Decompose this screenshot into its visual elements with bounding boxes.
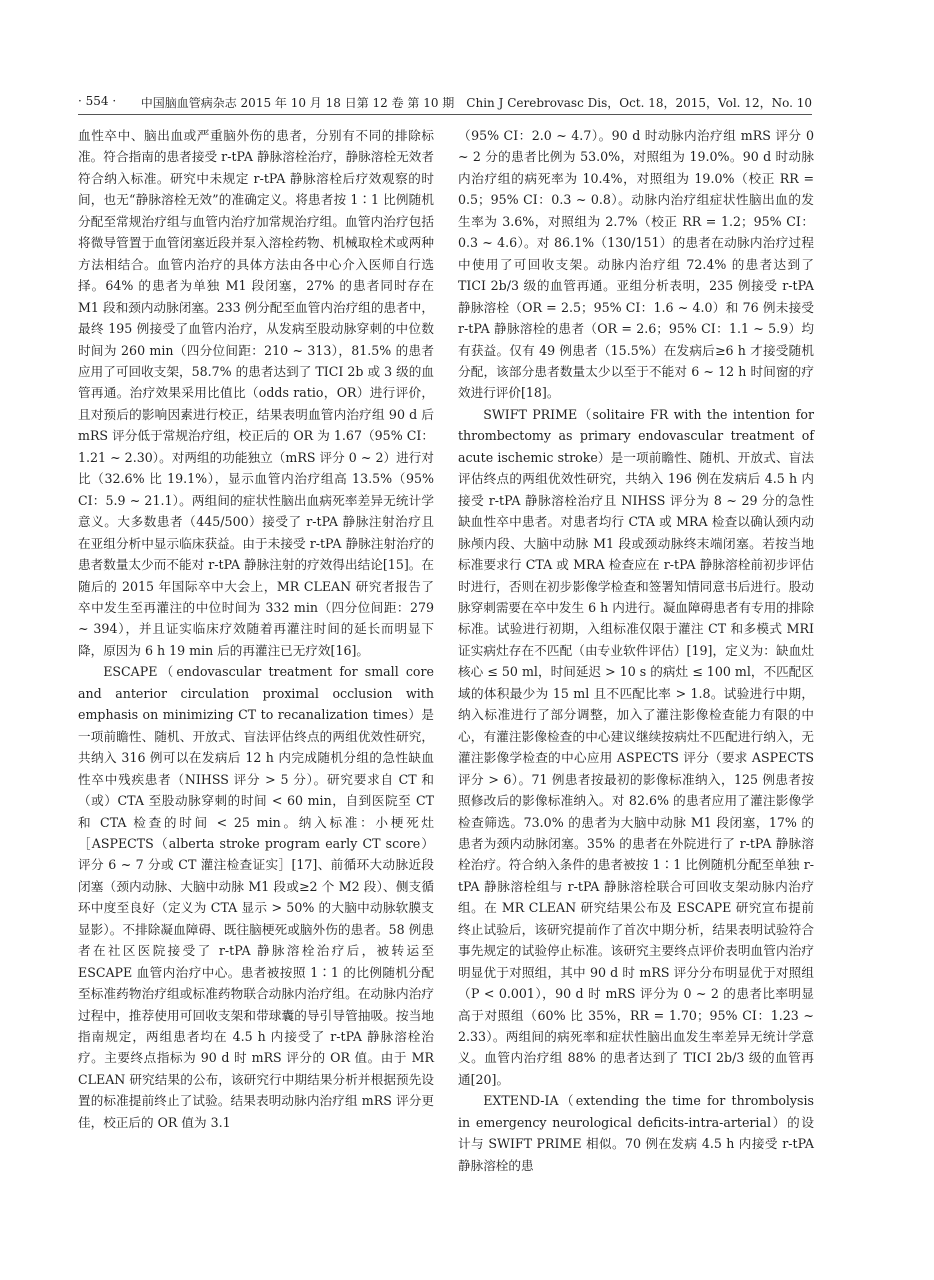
journal-citation: 中国脑血管病杂志 2015 年 10 月 18 日第 12 卷 第 10 期 Chin J Cerebrovasc Dis，Oct. 18，2015，Vol. 12，No. 10: [140, 96, 812, 110]
paragraph: EXTEND-IA（extending the time for thrombolysis in emergency neurological deficits-intra-arterial）的设计与 SWIFT PRIME 相似。70 例在发病 4.5 h 内接受 r-tPA 静脉溶栓的患: [458, 1093, 814, 1173]
left-column: [78, 125, 434, 1133]
right-column: [458, 125, 814, 1176]
paragraph: ESCAPE（endovascular treatment for small core and anterior circulation proximal occlusion with emphasis on minimizing CT to recanalization times）是一项前瞻性、随机、开放式、盲法评估终点的两组优效性研究，共纳入 316 例可以在发病后 12 h 内完成随机分组的急性缺血性卒中残疾患者（NIHSS 评分 > 5 分）。研究要求自 CT 和（或）CTA 至股动脉穿刺的时间 < 60 min，自到医院至 CT 和 CTA 检查的时间 < 25 min。纳入标准：小梗死灶［ASPECTS（alberta stroke program early CT score）评分 6 ~ 7 分或 CT 灌注检查证实］[17]、前循环大动脉近段闭塞（颈内动脉、大脑中动脉 M1 段或≥2 个 M2 段）、侧支循环中度至良好（定义为 CTA 显示 > 50% 的大脑中动脉软膜支显影）。不排除凝血障碍、既往脑梗死或脑外伤的患者。58 例患者在社区医院接受了 r-tPA 静脉溶栓治疗后，被转运至 ESCAPE 血管内治疗中心。患者被按照 1∶1 的比例随机分配至标准药物治疗组或标准药物联合动脉内治疗组。在动脉内治疗过程中，推荐使用可回收支架和带球囊的导引导管抽吸。按当地指南规定，两组患者均在 4.5 h 内接受了 r-tPA 静脉溶栓治疗。主要终点指标为 90 d 时 mRS 评分的 OR 值。由于 MR CLEAN 研究结果的公布，该研究行中期结果分析并根据预先设置的标准提前终止了试验。结果表明动脉内治疗组 mRS 评分更佳，校正后的 OR 值为 3.1: [78, 664, 434, 1130]
paragraph: 血性卒中、脑出血或严重脑外伤的患者，分别有不同的排除标准。符合指南的患者接受 r-tPA 静脉溶栓治疗，静脉溶栓无效者符合纳入标准。研究中未规定 r-tPA 静脉溶栓后疗效观察的时间，也无“静脉溶栓无效”的准确定义。将患者按 1∶1 比例随机分配至常规治疗组与血管内治疗加常规治疗组。血管内治疗包括将微导管置于血管闭塞近段并泵入溶栓药物、机械取栓术或两种方法相结合。血管内治疗的具体方法由各中心介入医师自行选择。64% 的患者为单独 M1 段闭塞，27% 的患者同时存在 M1 段和颈内动脉闭塞。233 例分配至血管内治疗组的患者中，最终 195 例接受了血管内治疗，从发病至股动脉穿刺的中位数时间为 260 min（四分位间距：210 ~ 313），81.5% 的患者应用了可回收支架，58.7% 的患者达到了 TICI 2b 或 3 级的血管再通。治疗效果采用比值比（odds ratio，OR）进行评价，且对预后的影响因素进行校正，结果表明血管内治疗组 90 d 后 mRS 评分低于常规治疗组，校正后的 OR 为 1.67（95% CI：1.21 ~ 2.30）。对两组的功能独立（mRS 评分 0 ~ 2）进行对比（32.6% 比 19.1%），显示血管内治疗组高 13.5%（95% CI：5.9 ~ 21.1）。两组间的症状性脑出血病死率差异无统计学意义。大多数患者（445/500）接受了 r-tPA 静脉注射治疗且在亚组分析中显示临床获益。由于未接受 r-tPA 静脉注射治疗的患者数量太少而不能对 r-tPA 静脉注射的疗效得出结论[15]。在随后的 2015 年国际卒中大会上，MR CLEAN 研究者报告了卒中发生至再灌注的中位时间为 332 min（四分位间距：279 ~ 394），并且证实临床疗效随着再灌注时间的延长而明显下降，原因为 6 h 19 min 后的再灌注已无疗效[16]。: [78, 128, 434, 658]
paragraph: （95% CI：2.0 ~ 4.7）。90 d 时动脉内治疗组 mRS 评分 0 ~ 2 分的患者比例为 53.0%，对照组为 19.0%。90 d 时动脉内治疗组的病死率为 10.4%，对照组为 19.0%（校正 RR = 0.5；95% CI：0.3 ~ 0.8）。动脉内治疗组症状性脑出血的发生率为 3.6%，对照组为 2.7%（校正 RR = 1.2；95% CI：0.3 ~ 4.6）。对 86.1%（130/151）的患者在动脉内治疗过程中使用了可回收支架。动脉内治疗组 72.4% 的患者达到了 TICI 2b/3 级的血管再通。亚组分析表明，235 例接受 r-tPA 静脉溶栓（OR = 2.5；95% CI：1.6 ~ 4.0）和 76 例未接受 r-tPA 静脉溶栓的患者（OR = 2.6；95% CI：1.1 ~ 5.9）均有获益。仅有 49 例患者（15.5%）在发病后≥6 h 才接受随机分配，该部分患者数量太少以至于不能对 6 ~ 12 h 时间窗的疗效进行评价[18]。: [458, 128, 814, 401]
paragraph: SWIFT PRIME（solitaire FR with the intention for thrombectomy as primary endovascular treatment of acute ischemic stroke）是一项前瞻性、随机、开放式、盲法评估终点的两组优效性研究，共纳入 196 例在发病后 4.5 h 内接受 r-tPA 静脉溶栓治疗且 NIHSS 评分为 8 ~ 29 分的急性缺血性卒中患者。对患者均行 CTA 或 MRA 检查以确认颈内动脉颅内段、大脑中动脉 M1 段或颈动脉终末端闭塞。若按当地标准要求行 CTA 或 MRA 检查应在 r-tPA 静脉溶栓前初步评估时进行，否则在初步影像学检查和签署知情同意书后进行。股动脉穿刺需要在卒中发生 6 h 内进行。凝血障碍患者有专用的排除标准。试验进行初期，入组标准仅限于灌注 CT 和多模式 MRI 证实病灶存在不匹配（由专业软件评估）[19]，定义为：缺血灶核心 ≤ 50 ml，时间延迟 > 10 s 的病灶 ≤ 100 ml，不匹配区域的体积最少为 15 ml 且不匹配比率 > 1.8。试验进行中期，纳入标准进行了部分调整，加入了灌注影像检查能力有限的中心，有灌注影像检查的中心建议继续按病灶不匹配进行纳入，无灌注影像学检查的中心应用 ASPECTS 评分（要求 ASPECTS 评分 > 6）。71 例患者按最初的影像标准纳入，125 例患者按照修改后的影像标准纳入。对 82.6% 的患者应用了灌注影像学检查筛选。73.0% 的患者为大脑中动脉 M1 段闭塞，17% 的患者为颈内动脉闭塞。35% 的患者在外院进行了 r-tPA 静脉溶栓治疗。符合纳入条件的患者被按 1∶1 比例随机分配至单独 r-tPA 静脉溶栓组与 r-tPA 静脉溶栓联合可回收支架动脉内治疗组。在 MR CLEAN 研究结果公布及 ESCAPE 研究宣布提前终止试验后，该研究提前作了首次中期分析，结果表明试验符合事先规定的试验停止标准。该研究主要终点评价表明血管内治疗明显优于对照组，其中 90 d 时 mRS 评分分布明显优于对照组（P < 0.001），90 d 时 mRS 评分为 0 ~ 2 的患者比率明显高于对照组（60% 比 35%，RR = 1.70；95% CI：1.23 ~ 2.33）。两组间的病死率和症状性脑出血发生率差异无统计学意义。血管内治疗组 88% 的患者达到了 TICI 2b/3 级的血管再通[20]。: [458, 406, 814, 1087]
running-header: [78, 94, 812, 115]
page-number: · 554 ·: [78, 94, 117, 108]
